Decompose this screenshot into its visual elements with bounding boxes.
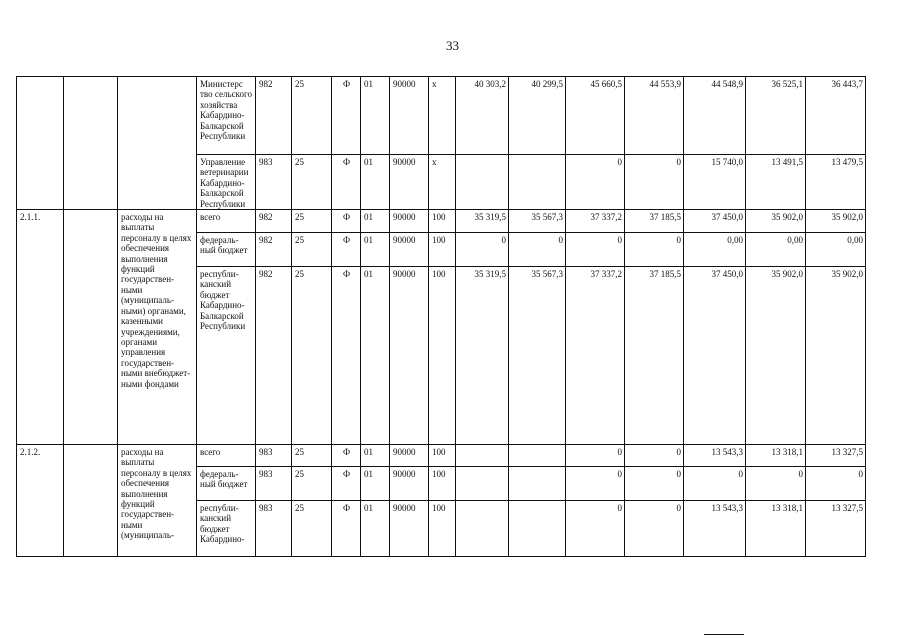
rz-code-cell: 25 <box>292 155 332 210</box>
gp-code-cell: 01 <box>361 445 390 467</box>
cs-code-cell: 90000 <box>390 267 429 445</box>
empty-cell <box>64 210 118 445</box>
item-number-cell <box>17 77 64 210</box>
cs-code-cell: 90000 <box>390 467 429 501</box>
gp-code-cell: 01 <box>361 233 390 267</box>
value-cell: 0 <box>566 501 625 557</box>
pr-code-cell: Ф <box>332 233 361 267</box>
pr-code-cell: Ф <box>332 467 361 501</box>
source-cell: республи-канский бюджет Кабардино-Балкарской Республики <box>197 267 256 445</box>
source-cell: всего <box>197 445 256 467</box>
table-row <box>17 77 866 155</box>
vr-code-cell: х <box>429 155 456 210</box>
grbs-code-cell: 983 <box>256 501 292 557</box>
value-cell: 13 318,1 <box>746 501 806 557</box>
value-cell: 13 318,1 <box>746 445 806 467</box>
pr-code-cell: Ф <box>332 210 361 233</box>
value-cell: 0 <box>625 155 684 210</box>
value-cell: 37 337,2 <box>566 267 625 445</box>
vr-code-cell: 100 <box>429 210 456 233</box>
cs-code-cell: 90000 <box>390 155 429 210</box>
value-cell: 45 660,5 <box>566 77 625 155</box>
value-cell: 40 303,2 <box>456 77 509 155</box>
value-cell: 37 185,5 <box>625 210 684 233</box>
rz-code-cell: 25 <box>292 233 332 267</box>
cs-code-cell: 90000 <box>390 77 429 155</box>
rz-code-cell: 25 <box>292 210 332 233</box>
value-cell: 35 902,0 <box>806 267 866 445</box>
grbs-code-cell: 983 <box>256 155 292 210</box>
value-cell <box>456 467 509 501</box>
rz-code-cell: 25 <box>292 267 332 445</box>
value-cell: 35 567,3 <box>509 210 566 233</box>
value-cell <box>509 467 566 501</box>
value-cell: 0,00 <box>684 233 746 267</box>
value-cell: 0 <box>509 233 566 267</box>
value-cell: 35 902,0 <box>746 267 806 445</box>
value-cell: 0 <box>684 467 746 501</box>
vr-code-cell: 100 <box>429 267 456 445</box>
vr-code-cell: х <box>429 77 456 155</box>
value-cell: 0 <box>625 467 684 501</box>
value-cell: 36 443,7 <box>806 77 866 155</box>
rz-code-cell: 25 <box>292 467 332 501</box>
empty-cell <box>64 445 118 557</box>
item-name-cell: расходы на выплаты персоналу в целях обеспечения выполнения функций государствен-ными (муниципаль- <box>118 445 197 557</box>
grbs-code-cell: 982 <box>256 210 292 233</box>
value-cell: 44 553,9 <box>625 77 684 155</box>
vr-code-cell: 100 <box>429 233 456 267</box>
pr-code-cell: Ф <box>332 445 361 467</box>
value-cell: 37 450,0 <box>684 267 746 445</box>
gp-code-cell: 01 <box>361 267 390 445</box>
value-cell: 44 548,9 <box>684 77 746 155</box>
table-row <box>17 210 866 233</box>
empty-cell <box>64 77 118 210</box>
value-cell: 37 337,2 <box>566 210 625 233</box>
value-cell: 0 <box>746 467 806 501</box>
cs-code-cell: 90000 <box>390 210 429 233</box>
value-cell: 13 479,5 <box>806 155 866 210</box>
value-cell <box>456 155 509 210</box>
value-cell: 0 <box>625 501 684 557</box>
value-cell: 37 450,0 <box>684 210 746 233</box>
value-cell <box>509 155 566 210</box>
value-cell: 35 902,0 <box>746 210 806 233</box>
value-cell: 0,00 <box>746 233 806 267</box>
value-cell: 0 <box>806 467 866 501</box>
source-cell: Министерс тво сельского хозяйства Кабардино-Балкарской Республики <box>197 77 256 155</box>
pr-code-cell: Ф <box>332 501 361 557</box>
source-cell: всего <box>197 210 256 233</box>
item-name-cell: расходы на выплаты персоналу в целях обеспечения выполнения функций государствен-ными (муниципаль-ными) органами, казенными учреждениями, органами управления государствен-ными внебюджет-ными фондами <box>118 210 197 445</box>
grbs-code-cell: 983 <box>256 445 292 467</box>
grbs-code-cell: 982 <box>256 77 292 155</box>
grbs-code-cell: 982 <box>256 233 292 267</box>
vr-code-cell: 100 <box>429 501 456 557</box>
value-cell: 0 <box>566 467 625 501</box>
value-cell: 0 <box>456 233 509 267</box>
vr-code-cell: 100 <box>429 467 456 501</box>
value-cell: 13 543,3 <box>684 445 746 467</box>
pr-code-cell: Ф <box>332 267 361 445</box>
value-cell: 35 567,3 <box>509 267 566 445</box>
footer-rule <box>704 634 744 635</box>
source-cell: федераль-ный бюджет <box>197 467 256 501</box>
table-row <box>17 445 866 467</box>
value-cell: 35 902,0 <box>806 210 866 233</box>
value-cell: 0 <box>625 233 684 267</box>
cs-code-cell: 90000 <box>390 233 429 267</box>
item-number-cell: 2.1.1. <box>17 210 64 445</box>
value-cell <box>456 445 509 467</box>
rz-code-cell: 25 <box>292 77 332 155</box>
value-cell <box>456 501 509 557</box>
grbs-code-cell: 983 <box>256 467 292 501</box>
rz-code-cell: 25 <box>292 501 332 557</box>
value-cell: 35 319,5 <box>456 210 509 233</box>
source-cell: республи-канский бюджет Кабардино- <box>197 501 256 557</box>
gp-code-cell: 01 <box>361 155 390 210</box>
item-name-cell <box>118 77 197 210</box>
value-cell: 40 299,5 <box>509 77 566 155</box>
value-cell: 15 740,0 <box>684 155 746 210</box>
source-cell: федераль-ный бюджет <box>197 233 256 267</box>
value-cell: 13 327,5 <box>806 445 866 467</box>
value-cell: 13 327,5 <box>806 501 866 557</box>
value-cell: 0 <box>566 445 625 467</box>
grbs-code-cell: 982 <box>256 267 292 445</box>
value-cell: 0 <box>566 233 625 267</box>
value-cell: 35 319,5 <box>456 267 509 445</box>
value-cell <box>509 445 566 467</box>
value-cell: 13 491,5 <box>746 155 806 210</box>
value-cell: 36 525,1 <box>746 77 806 155</box>
page-number: 33 <box>446 38 459 53</box>
gp-code-cell: 01 <box>361 77 390 155</box>
pr-code-cell: Ф <box>332 155 361 210</box>
source-cell: Управление ветеринарии Кабардино-Балкарской Республики <box>197 155 256 210</box>
vr-code-cell: 100 <box>429 445 456 467</box>
rz-code-cell: 25 <box>292 445 332 467</box>
budget-table <box>16 76 866 557</box>
value-cell: 13 543,3 <box>684 501 746 557</box>
value-cell: 37 185,5 <box>625 267 684 445</box>
value-cell <box>509 501 566 557</box>
pr-code-cell: Ф <box>332 77 361 155</box>
value-cell: 0 <box>566 155 625 210</box>
gp-code-cell: 01 <box>361 210 390 233</box>
cs-code-cell: 90000 <box>390 445 429 467</box>
gp-code-cell: 01 <box>361 467 390 501</box>
gp-code-cell: 01 <box>361 501 390 557</box>
value-cell: 0 <box>625 445 684 467</box>
item-number-cell: 2.1.2. <box>17 445 64 557</box>
value-cell: 0,00 <box>806 233 866 267</box>
cs-code-cell: 90000 <box>390 501 429 557</box>
